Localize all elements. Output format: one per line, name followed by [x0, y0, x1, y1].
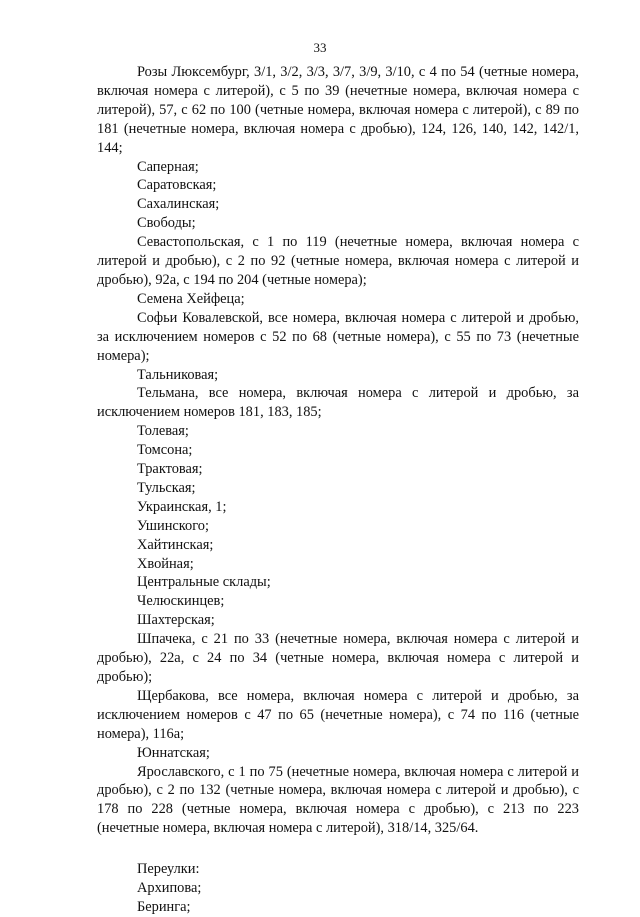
- list-item-sapernaya: Саперная;: [137, 158, 199, 175]
- document-body: [97, 63, 579, 917]
- list-item-talnikovaya: Тальниковая;: [137, 366, 219, 383]
- list-item-svobody: Свободы;: [137, 215, 196, 232]
- section-heading-lanes: Переулки:: [137, 861, 200, 878]
- list-item-saratovskaya: Саратовская;: [137, 177, 217, 194]
- list-item-ukrainskaya: Украинская, 1;: [137, 498, 227, 515]
- page-number: 33: [313, 40, 327, 55]
- paragraph-sofi-kovalevskoi: Софьи Ковалевской, все номера, включая номера с литерой и дробью, за исключением номеров с 52 по 68 (четные номера), с 55 по 73 (нечетные номера);: [97, 309, 579, 364]
- paragraph-rozy-lyuksemburg: Розы Люксембург, 3/1, 3/2, 3/3, 3/7, 3/9, 3/10, с 4 по 54 (четные номера, включая номера с литерой), с 5 по 39 (нечетные номера, включая номера с литерой), 57, с 62 по 100 (четные номера, включая номера с литерой), с 89 по 181 (нечетные номера, включая номера с дробью), 124, 126, 140, 142, 142/1, 144;: [97, 64, 579, 156]
- list-item-sakhalinskaya: Сахалинская;: [137, 196, 220, 213]
- list-item-arkhipova: Архипова;: [137, 880, 202, 897]
- paragraph-shcherbakova: Щербакова, все номера, включая номера с литерой и дробью, за исключением номеров с 47 по 65 (нечетные номера), с 74 по 116 (четные номера), 116а;: [97, 687, 579, 742]
- paragraph-sevastopolskaya: Севастопольская, с 1 по 119 (нечетные номера, включая номера с литерой и дробью), с 2 по 92 (четные номера, включая номера с литерой и дробью), 92а, с 194 по 204 (четные номера);: [97, 234, 579, 288]
- paragraph-telmana: Тельмана, все номера, включая номера с литерой и дробью, за исключением номеров 181, 183, 185;: [97, 385, 579, 421]
- list-item-khaitinskaya: Хайтинская;: [137, 536, 214, 553]
- list-item-tomsona: Томсона;: [137, 442, 193, 459]
- list-item-yunnatskaya: Юннатская;: [137, 744, 210, 761]
- list-item-chelyuskintsev: Челюскинцев;: [137, 593, 225, 610]
- list-item-shakhterskaya: Шахтерская;: [137, 612, 215, 629]
- list-item-tsentralnye-sklady: Центральные склады;: [137, 574, 271, 591]
- list-item-tolevaya: Толевая;: [137, 423, 189, 440]
- paragraph-shpacheka: Шпачека, с 21 по 33 (нечетные номера, включая номера с литерой и дробью), 22а, с 24 по 34 (четные номера, включая номера с литерой и дробью);: [97, 631, 579, 685]
- section-spacer: [97, 838, 579, 860]
- list-item-tulskaya: Тульская;: [137, 479, 196, 496]
- list-item-semena-kheifetsa: Семена Хейфеца;: [137, 290, 245, 307]
- paragraph-yaroslavskogo: Ярославского, с 1 по 75 (нечетные номера, включая номера с литерой и дробью), с 2 по 132 (четные номера, включая номера с литерой и дробью), с 178 по 228 (четные номера, включая номера с дробью), с 213 по 223 (нечетные номера, включая номера с литерой), 318/14, 325/64.: [97, 763, 579, 837]
- list-item-beringa: Беринга;: [137, 898, 191, 915]
- list-item-ushinskogo: Ушинского;: [137, 517, 209, 534]
- list-item-khvoinaya: Хвойная;: [137, 555, 194, 572]
- list-item-traktovaya: Трактовая;: [137, 461, 203, 478]
